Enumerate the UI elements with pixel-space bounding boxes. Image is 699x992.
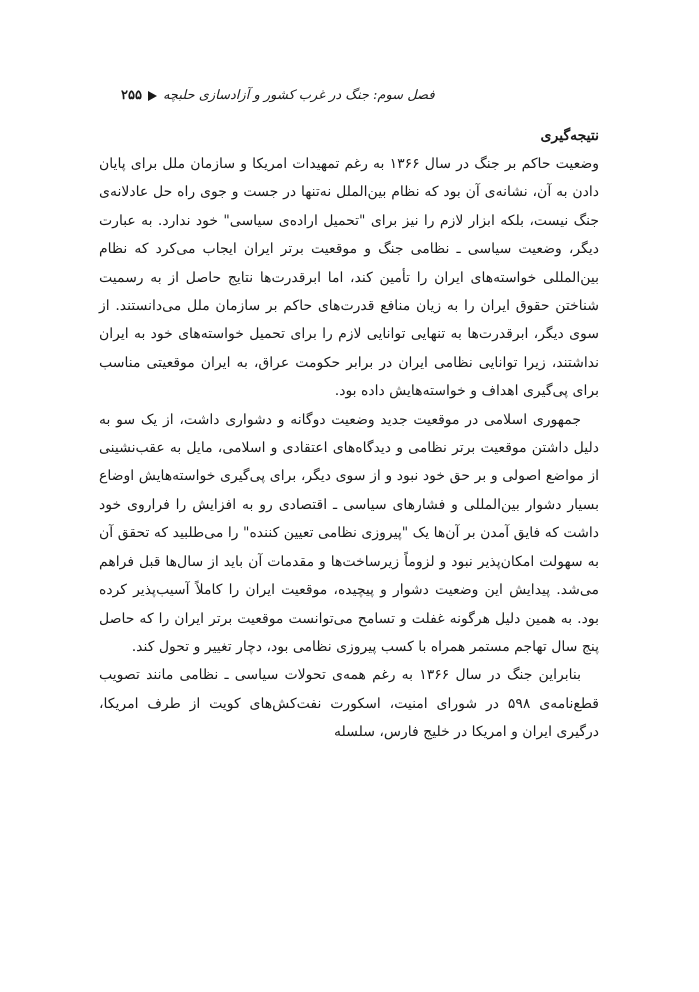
triangle-marker-icon xyxy=(148,91,157,101)
body-text xyxy=(99,122,599,747)
paragraph-1: وضعیت حاکم بر جنگ در سال ۱۳۶۶ به رغم تمهیدات امریکا و سازمان ملل برای پایان دادن به آن، نشانه‌ی آن بود که نظام بین‌الملل نه‌تنها در جست و جوی راه حل عادلانه‌ی جنگ نیست، بلکه ابزار لازم را نیز برای "تحمیل اراده‌ی سیاسی" خود ندارد. به عبارت دیگر، وضعیت سیاسی ـ نظامی جنگ و موقعیت برتر ایران ایجاب می‌کرد که نظام بین‌المللی خواسته‌های ایران را تأمین کند، اما ابرقدرت‌ها نتایج حاصل از به رسمیت شناختن حقوق ایران را به زیان منافع قدرت‌های حاکم بر سازمان ملل می‌دانستند. از سوی دیگر، ابرقدرت‌ها به تنهایی توانایی لازم را برای تحمیل خواسته‌های خود به ایران نداشتند، زیرا توانایی نظامی ایران در برابر حکومت عراق، به ایران موقعیتی مناسب برای پی‌گیری اهداف و خواسته‌هایش داده بود. xyxy=(99,156,599,400)
section-heading: نتیجه‌گیری xyxy=(540,128,599,144)
page-number: ۲۵۵ xyxy=(121,88,142,103)
paragraph-2: جمهوری اسلامی در موقعیت جدید وضعیت دوگانه و دشواری داشت، از یک سو به دلیل داشتن موقعیت برتر نظامی و دیدگاه‌های اعتقادی و اسلامی، مایل به عقب‌نشینی از مواضع اصولی و بر حق خود نبود و از سوی دیگر، برای پی‌گیری خواسته‌هایش اوضاع بسیار دشوار بین‌المللی و فشارهای سیاسی ـ اقتصادی رو به افزایش را فراروی خود داشت که فایق آمدن بر آن‌ها یک "پیروزی نظامی تعیین کننده" را می‌طلبید که تحقق آن به سهولت امکان‌پذیر نبود و لزوماً زیرساخت‌ها و مقدمات آن باید از سال‌ها قبل فراهم می‌شد. پیدایش این وضعیت دشوار و پیچیده، موقعیت ایران را کاملاً آسیب‌پذیر کرده بود. به همین دلیل هرگونه غفلت و تسامح می‌توانست موقعیت برتر ایران را که حاصل پنج سال تهاجم مستمر همراه با کسب پیروزی نظامی بود، دچار تغییر و تحول کند. xyxy=(99,411,600,655)
running-title: فصل سوم: جنگ در غرب کشور و آزادسازی حلبچه xyxy=(162,88,435,103)
paragraph-3: بنابراین جنگ در سال ۱۳۶۶ به رغم همه‌ی تحولات سیاسی ـ نظامی مانند تصویب قطع‌نامه‌ی ۵۹۸ در شورای امنیت، اسکورت نفت‌کش‌های کویت از طرف امریکا، درگیری ایران و امریکا در خلیج فارس، سلسله xyxy=(99,667,599,741)
running-header xyxy=(121,88,435,103)
